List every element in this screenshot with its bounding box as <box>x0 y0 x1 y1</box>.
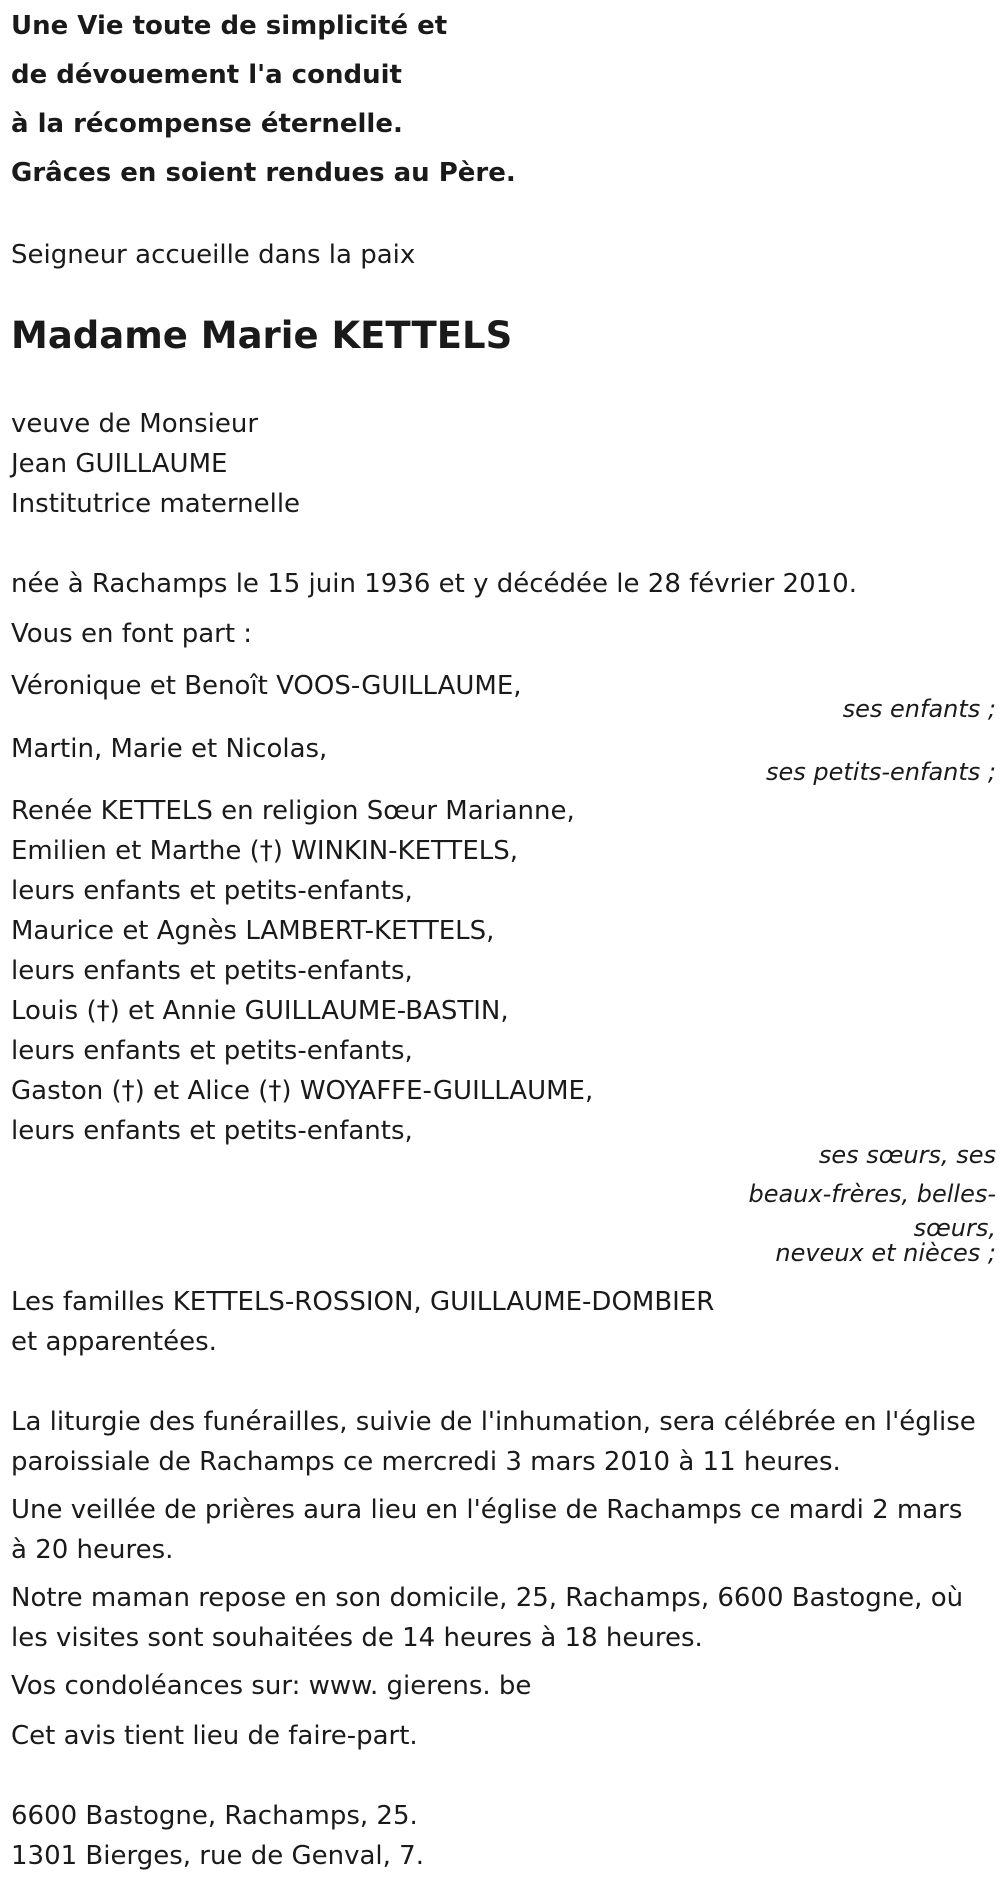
epitaph <box>11 2 516 198</box>
addresses <box>11 1796 424 1876</box>
vigil-info <box>11 1490 962 1570</box>
details-line: Institutrice maternelle <box>11 489 301 519</box>
siblings-relation-line: sœurs, <box>913 1214 996 1242</box>
families-line: et apparentées. <box>11 1327 217 1357</box>
siblings-list <box>11 791 593 1151</box>
obituary-notice <box>11 0 996 1886</box>
children-names: Véronique et Benoît VOOS-GUILLAUME, <box>11 671 522 701</box>
vigil-line: à 20 heures. <box>11 1535 174 1565</box>
details-line: veuve de Monsieur <box>11 409 259 439</box>
siblings-relation-line: ses sœurs, ses <box>818 1141 996 1169</box>
families-line: Les familles KETTELS-ROSSION, GUILLAUME-DOMBIER <box>11 1287 715 1317</box>
birth-death-line: née à Rachamps le 15 juin 1936 et y décédée le 28 février 2010. <box>11 569 857 599</box>
sibling-line: leurs enfants et petits-enfants, <box>11 956 413 986</box>
epitaph-line: de dévouement l'a conduit <box>11 60 402 90</box>
visits-line: les visites sont souhaitées de 14 heures à 18 heures. <box>11 1623 703 1653</box>
grandchildren-names: Martin, Marie et Nicolas, <box>11 734 328 764</box>
funeral-line: La liturgie des funérailles, suivie de l'inhumation, sera célébrée en l'église <box>11 1407 976 1437</box>
deceased-details <box>11 404 300 524</box>
announce-line: Vous en font part : <box>11 619 253 649</box>
deceased-name: Madame Marie KETTELS <box>11 314 513 357</box>
epitaph-line: Grâces en soient rendues au Père. <box>11 158 516 188</box>
siblings-relation-line: neveux et nièces ; <box>775 1239 996 1267</box>
funeral-info <box>11 1402 976 1482</box>
siblings-relation-line: beaux-frères, belles- <box>748 1180 996 1208</box>
sibling-line: Maurice et Agnès LAMBERT-KETTELS, <box>11 916 495 946</box>
siblings-relation <box>748 1136 996 1267</box>
notice-line: Cet avis tient lieu de faire-part. <box>11 1721 418 1751</box>
address-line: 1301 Bierges, rue de Genval, 7. <box>11 1841 424 1871</box>
sibling-line: leurs enfants et petits-enfants, <box>11 876 413 906</box>
sibling-line: Louis (†) et Annie GUILLAUME-BASTIN, <box>11 996 509 1026</box>
sibling-line: leurs enfants et petits-enfants, <box>11 1036 413 1066</box>
epitaph-line: à la récompense éternelle. <box>11 109 403 139</box>
visits-line: Notre maman repose en son domicile, 25, Rachamps, 6600 Bastogne, où <box>11 1583 964 1613</box>
details-line: Jean GUILLAUME <box>11 449 228 479</box>
sibling-line: Emilien et Marthe (†) WINKIN-KETTELS, <box>11 836 518 866</box>
sibling-line: Renée KETTELS en religion Sœur Marianne, <box>11 796 575 826</box>
sibling-line: Gaston (†) et Alice (†) WOYAFFE-GUILLAUME, <box>11 1076 594 1106</box>
condolences-line: Vos condoléances sur: www. gierens. be <box>11 1671 532 1701</box>
address-line: 6600 Bastogne, Rachamps, 25. <box>11 1801 418 1831</box>
funeral-line: paroissiale de Rachamps ce mercredi 3 mars 2010 à 11 heures. <box>11 1447 841 1477</box>
children-relation: ses enfants ; <box>842 695 996 723</box>
sibling-line: leurs enfants et petits-enfants, <box>11 1116 413 1146</box>
vigil-line: Une veillée de prières aura lieu en l'église de Rachamps ce mardi 2 mars <box>11 1495 963 1525</box>
grandchildren-relation: ses petits-enfants ; <box>765 758 996 786</box>
visits-info <box>11 1578 963 1658</box>
intro-text: Seigneur accueille dans la paix <box>11 240 416 270</box>
epitaph-line: Une Vie toute de simplicité et <box>11 11 448 41</box>
families <box>11 1282 714 1362</box>
